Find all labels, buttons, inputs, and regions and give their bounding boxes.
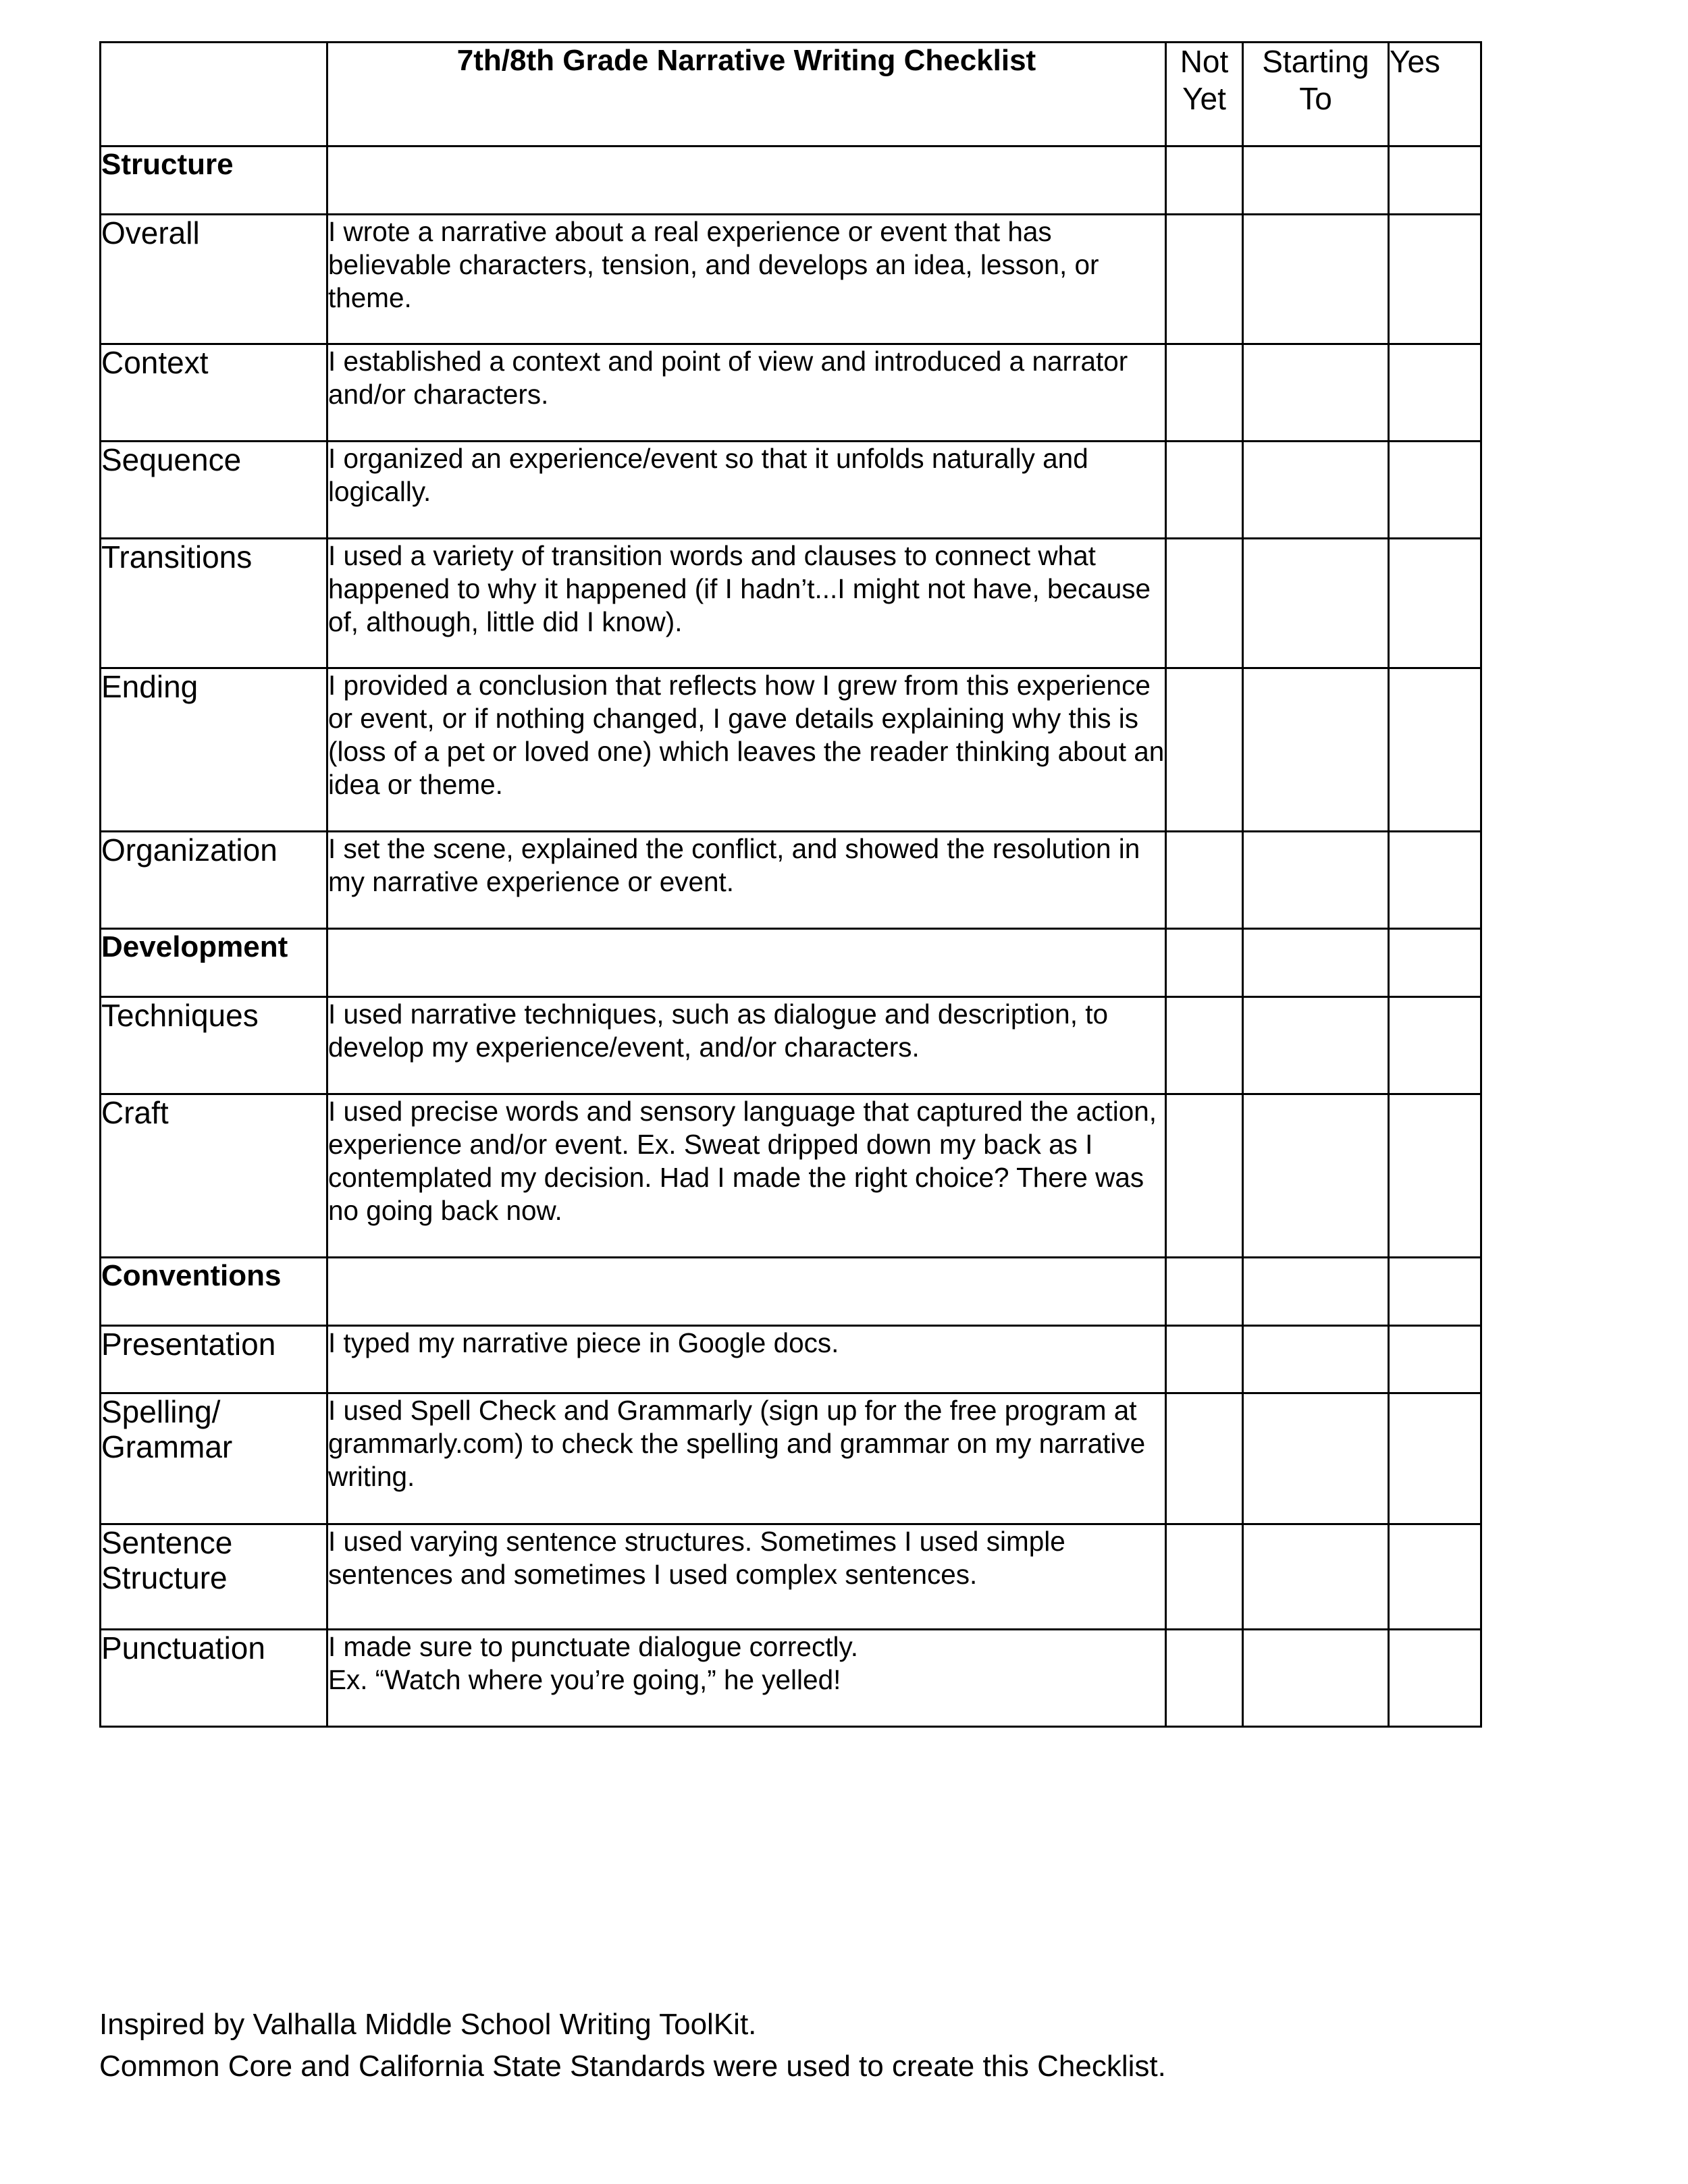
section-blank-cell	[327, 929, 1166, 997]
table-row-presentation	[101, 1326, 1481, 1393]
table-row-techniques	[101, 997, 1481, 1094]
checkbox-cell-starting-to[interactable]	[1243, 215, 1389, 344]
checkbox-cell-yes[interactable]	[1389, 539, 1481, 668]
description-sequence: I organized an experience/event so that it unfolds naturally and logically.	[327, 442, 1166, 539]
checkbox-cell-not-yet[interactable]	[1166, 442, 1243, 539]
category-techniques: Techniques	[101, 997, 327, 1094]
table-row-context	[101, 344, 1481, 442]
checkbox-cell-starting-to[interactable]	[1243, 344, 1389, 442]
table-row-transitions	[101, 539, 1481, 668]
category-craft: Craft	[101, 1094, 327, 1258]
checkbox-cell-yes[interactable]	[1389, 442, 1481, 539]
category-sequence: Sequence	[101, 442, 327, 539]
description-craft: I used precise words and sensory language that captured the action, experience and/or event. Ex. Sweat dripped down my back as I contemplated my decision. Had I made the right choice? There was no going back now.	[327, 1094, 1166, 1258]
category-context: Context	[101, 344, 327, 442]
section-row-development	[101, 929, 1481, 997]
starting-line1: Starting	[1262, 44, 1369, 79]
checkbox-cell-starting-to[interactable]	[1243, 1630, 1389, 1727]
category-organization: Organization	[101, 832, 327, 929]
checkbox-cell-not-yet[interactable]	[1166, 1258, 1243, 1326]
column-header-starting-to	[1243, 43, 1389, 147]
checkbox-cell-starting-to[interactable]	[1243, 442, 1389, 539]
header-empty-cell	[101, 43, 327, 147]
category-presentation: Presentation	[101, 1326, 327, 1393]
description-line: I made sure to punctuate dialogue correctly.	[328, 1631, 858, 1662]
checkbox-cell-starting-to[interactable]	[1243, 1524, 1389, 1630]
table-row-sentence-structure	[101, 1524, 1481, 1630]
table-row-punctuation	[101, 1630, 1481, 1727]
category-punctuation: Punctuation	[101, 1630, 327, 1727]
category-line: Sentence	[101, 1525, 233, 1560]
footer-standards-note: Common Core and California State Standards were used to create this Checklist.	[99, 2050, 1166, 2083]
category-transitions: Transitions	[101, 539, 327, 668]
checkbox-cell-starting-to[interactable]	[1243, 668, 1389, 832]
description-ending: I provided a conclusion that reflects how I grew from this experience or event, or if nothing changed, I gave details explaining why this is (loss of a pet or loved one) which leaves the reader thinking about an idea or theme.	[327, 668, 1166, 832]
description-techniques: I used narrative techniques, such as dialogue and description, to develop my experience/event, and/or characters.	[327, 997, 1166, 1094]
column-header-yes: Yes	[1389, 43, 1481, 147]
checkbox-cell-starting-to[interactable]	[1243, 1393, 1389, 1524]
table-row-overall	[101, 215, 1481, 344]
starting-line2: To	[1299, 81, 1332, 116]
category-line: Grammar	[101, 1429, 233, 1464]
category-line: Structure	[101, 1560, 228, 1595]
checkbox-cell-starting-to[interactable]	[1243, 147, 1389, 215]
checkbox-cell-yes[interactable]	[1389, 1258, 1481, 1326]
checkbox-cell-not-yet[interactable]	[1166, 1630, 1243, 1727]
description-context: I established a context and point of view and introduced a narrator and/or characters.	[327, 344, 1166, 442]
description-presentation: I typed my narrative piece in Google docs.	[327, 1326, 1166, 1393]
table-row-spelling-grammar	[101, 1393, 1481, 1524]
checkbox-cell-not-yet[interactable]	[1166, 147, 1243, 215]
checkbox-cell-starting-to[interactable]	[1243, 1094, 1389, 1258]
checkbox-cell-starting-to[interactable]	[1243, 832, 1389, 929]
footer	[99, 2004, 1166, 2087]
checkbox-cell-yes[interactable]	[1389, 1094, 1481, 1258]
checkbox-cell-starting-to[interactable]	[1243, 539, 1389, 668]
checkbox-cell-yes[interactable]	[1389, 344, 1481, 442]
checkbox-cell-not-yet[interactable]	[1166, 215, 1243, 344]
section-label-conventions: Conventions	[101, 1258, 327, 1326]
section-blank-cell	[327, 147, 1166, 215]
checkbox-cell-yes[interactable]	[1389, 147, 1481, 215]
checkbox-cell-not-yet[interactable]	[1166, 1326, 1243, 1393]
section-label-structure: Structure	[101, 147, 327, 215]
description-line: Ex. “Watch where you’re going,” he yelled!	[328, 1664, 841, 1695]
description-punctuation	[327, 1630, 1166, 1727]
checkbox-cell-yes[interactable]	[1389, 997, 1481, 1094]
checkbox-cell-not-yet[interactable]	[1166, 1393, 1243, 1524]
table-row-organization	[101, 832, 1481, 929]
checkbox-cell-not-yet[interactable]	[1166, 668, 1243, 832]
checkbox-cell-starting-to[interactable]	[1243, 1258, 1389, 1326]
checkbox-cell-not-yet[interactable]	[1166, 929, 1243, 997]
checkbox-cell-starting-to[interactable]	[1243, 997, 1389, 1094]
checkbox-cell-yes[interactable]	[1389, 1524, 1481, 1630]
checklist-title: 7th/8th Grade Narrative Writing Checklist	[327, 43, 1166, 147]
category-ending: Ending	[101, 668, 327, 832]
checkbox-cell-yes[interactable]	[1389, 668, 1481, 832]
footer-credit: Inspired by Valhalla Middle School Writing ToolKit.	[99, 2008, 757, 2041]
checkbox-cell-not-yet[interactable]	[1166, 832, 1243, 929]
checkbox-cell-starting-to[interactable]	[1243, 929, 1389, 997]
checkbox-cell-yes[interactable]	[1389, 832, 1481, 929]
section-blank-cell	[327, 1258, 1166, 1326]
checkbox-cell-yes[interactable]	[1389, 1326, 1481, 1393]
not-yet-line2: Yet	[1182, 81, 1226, 116]
checkbox-cell-not-yet[interactable]	[1166, 1094, 1243, 1258]
column-header-not-yet	[1166, 43, 1243, 147]
description-transitions: I used a variety of transition words and clauses to connect what happened to why it happened (if I hadn’t...I might not have, because of, although, little did I know).	[327, 539, 1166, 668]
checkbox-cell-yes[interactable]	[1389, 1630, 1481, 1727]
table-row-sequence	[101, 442, 1481, 539]
category-spelling-grammar	[101, 1393, 327, 1524]
checkbox-cell-yes[interactable]	[1389, 1393, 1481, 1524]
table-row-craft	[101, 1094, 1481, 1258]
description-overall: I wrote a narrative about a real experience or event that has believable characters, tension, and develops an idea, lesson, or theme.	[327, 215, 1166, 344]
description-organization: I set the scene, explained the conflict, and showed the resolution in my narrative experience or event.	[327, 832, 1166, 929]
checkbox-cell-not-yet[interactable]	[1166, 997, 1243, 1094]
checkbox-cell-yes[interactable]	[1389, 215, 1481, 344]
header-row	[101, 43, 1481, 147]
not-yet-line1: Not	[1180, 44, 1229, 79]
table-row-ending	[101, 668, 1481, 832]
category-sentence-structure	[101, 1524, 327, 1630]
checkbox-cell-starting-to[interactable]	[1243, 1326, 1389, 1393]
checkbox-cell-not-yet[interactable]	[1166, 1524, 1243, 1630]
section-row-conventions	[101, 1258, 1481, 1326]
section-label-development: Development	[101, 929, 327, 997]
description-spelling-grammar: I used Spell Check and Grammarly (sign up for the free program at grammarly.com) to check the spelling and grammar on my narrative writing.	[327, 1393, 1166, 1524]
checkbox-cell-yes[interactable]	[1389, 929, 1481, 997]
checkbox-cell-not-yet[interactable]	[1166, 344, 1243, 442]
category-line: Spelling/	[101, 1394, 221, 1429]
description-sentence-structure: I used varying sentence structures. Sometimes I used simple sentences and sometimes I used complex sentences.	[327, 1524, 1166, 1630]
category-overall: Overall	[101, 215, 327, 344]
section-row-structure	[101, 147, 1481, 215]
narrative-checklist-table	[99, 41, 1482, 1728]
checkbox-cell-not-yet[interactable]	[1166, 539, 1243, 668]
